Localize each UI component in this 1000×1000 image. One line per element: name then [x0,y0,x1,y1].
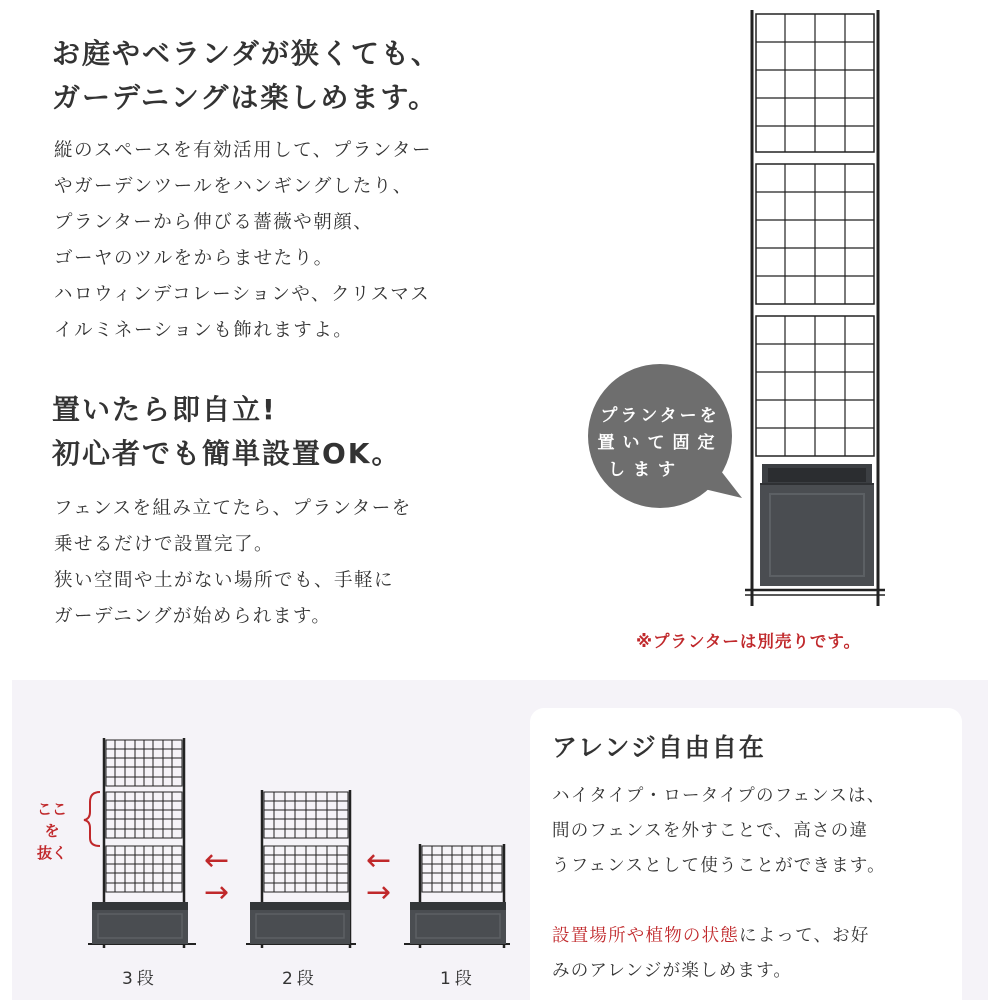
stage-label-2: 2段 [282,969,318,989]
arrange-body-line: ハイタイプ・ロータイプのフェンスは、 [552,786,886,806]
bubble-line: 置いて固定 [597,433,723,453]
section1-title-line: お庭やベランダが狭くても、 [52,37,441,70]
arrange-title: アレンジ自由自在 [552,733,766,762]
section1-body-line: ハロウィンデコレーションや、クリスマス [54,284,431,305]
arrange-line4-rest: によって、お好 [739,926,870,946]
arrow-left-icon: ← [366,843,392,878]
arrange-body [552,779,886,989]
section1-body-line: プランターから伸びる薔薇や朝顔、 [54,212,374,233]
remove-label-line: ここを [36,800,67,840]
planter-1-stage [410,902,506,944]
remove-brace [84,792,100,846]
speech-bubble-text [588,403,732,484]
section1-body-line: やガーデンツールをハンギングしたり、 [54,176,413,197]
section1-body-line: イルミネーションも飾れますよ。 [54,320,354,341]
bubble-line: プランターを [600,406,720,426]
section2-body-line: フェンスを組み立てたら、プランターを [54,498,412,519]
section1-body-line: ゴーヤのツルをからませたり。 [54,248,334,269]
stage-label-1: 1段 [440,969,476,989]
height-configurations-diagram [12,680,522,1000]
arrow-left-icon: ← [204,843,230,878]
arrange-body-line: 間のフェンスを外すことで、高さの違 [552,821,869,841]
section2-title-line: 初心者でも簡単設置OK。 [52,437,402,470]
section2-title-line: 置いたら即自立! [52,393,277,426]
bubble-line: します [608,460,683,480]
planter-image [760,464,874,586]
arrow-right-icon: → [204,875,230,910]
section1-body-line: 縦のスペースを有効活用して、プランター [54,140,432,161]
section2-body-line: ガーデニングが始められます。 [54,606,332,627]
section1-body [54,133,432,349]
arrow-right-icon: → [366,875,392,910]
planter-sold-separately-note: ※プランターは別売りです。 [636,632,862,651]
planter-2-stage [250,902,350,944]
blank-line [552,884,886,919]
trellis-product-image [560,0,980,620]
section2-body-line: 乗せるだけで設置完了。 [54,534,275,555]
section1-title-line: ガーデニングは楽しめます。 [52,81,439,114]
remove-panel-label [30,798,74,864]
planter-3-stage [92,902,188,944]
section2-body [54,491,412,635]
arrange-highlight-text: 設置場所や植物の状態 [552,926,739,946]
arrange-body-line [552,919,886,954]
section1-title [52,32,441,120]
section2-title [52,388,402,476]
remove-label-line: 抜く [36,844,67,862]
arrange-body-line: うフェンスとして使うことができます。 [552,856,886,876]
arrange-body-line: みのアレンジが楽しめます。 [552,961,793,981]
section2-body-line: 狭い空間や土がない場所でも、手軽に [54,570,395,591]
stage-label-3: 3段 [122,969,158,989]
